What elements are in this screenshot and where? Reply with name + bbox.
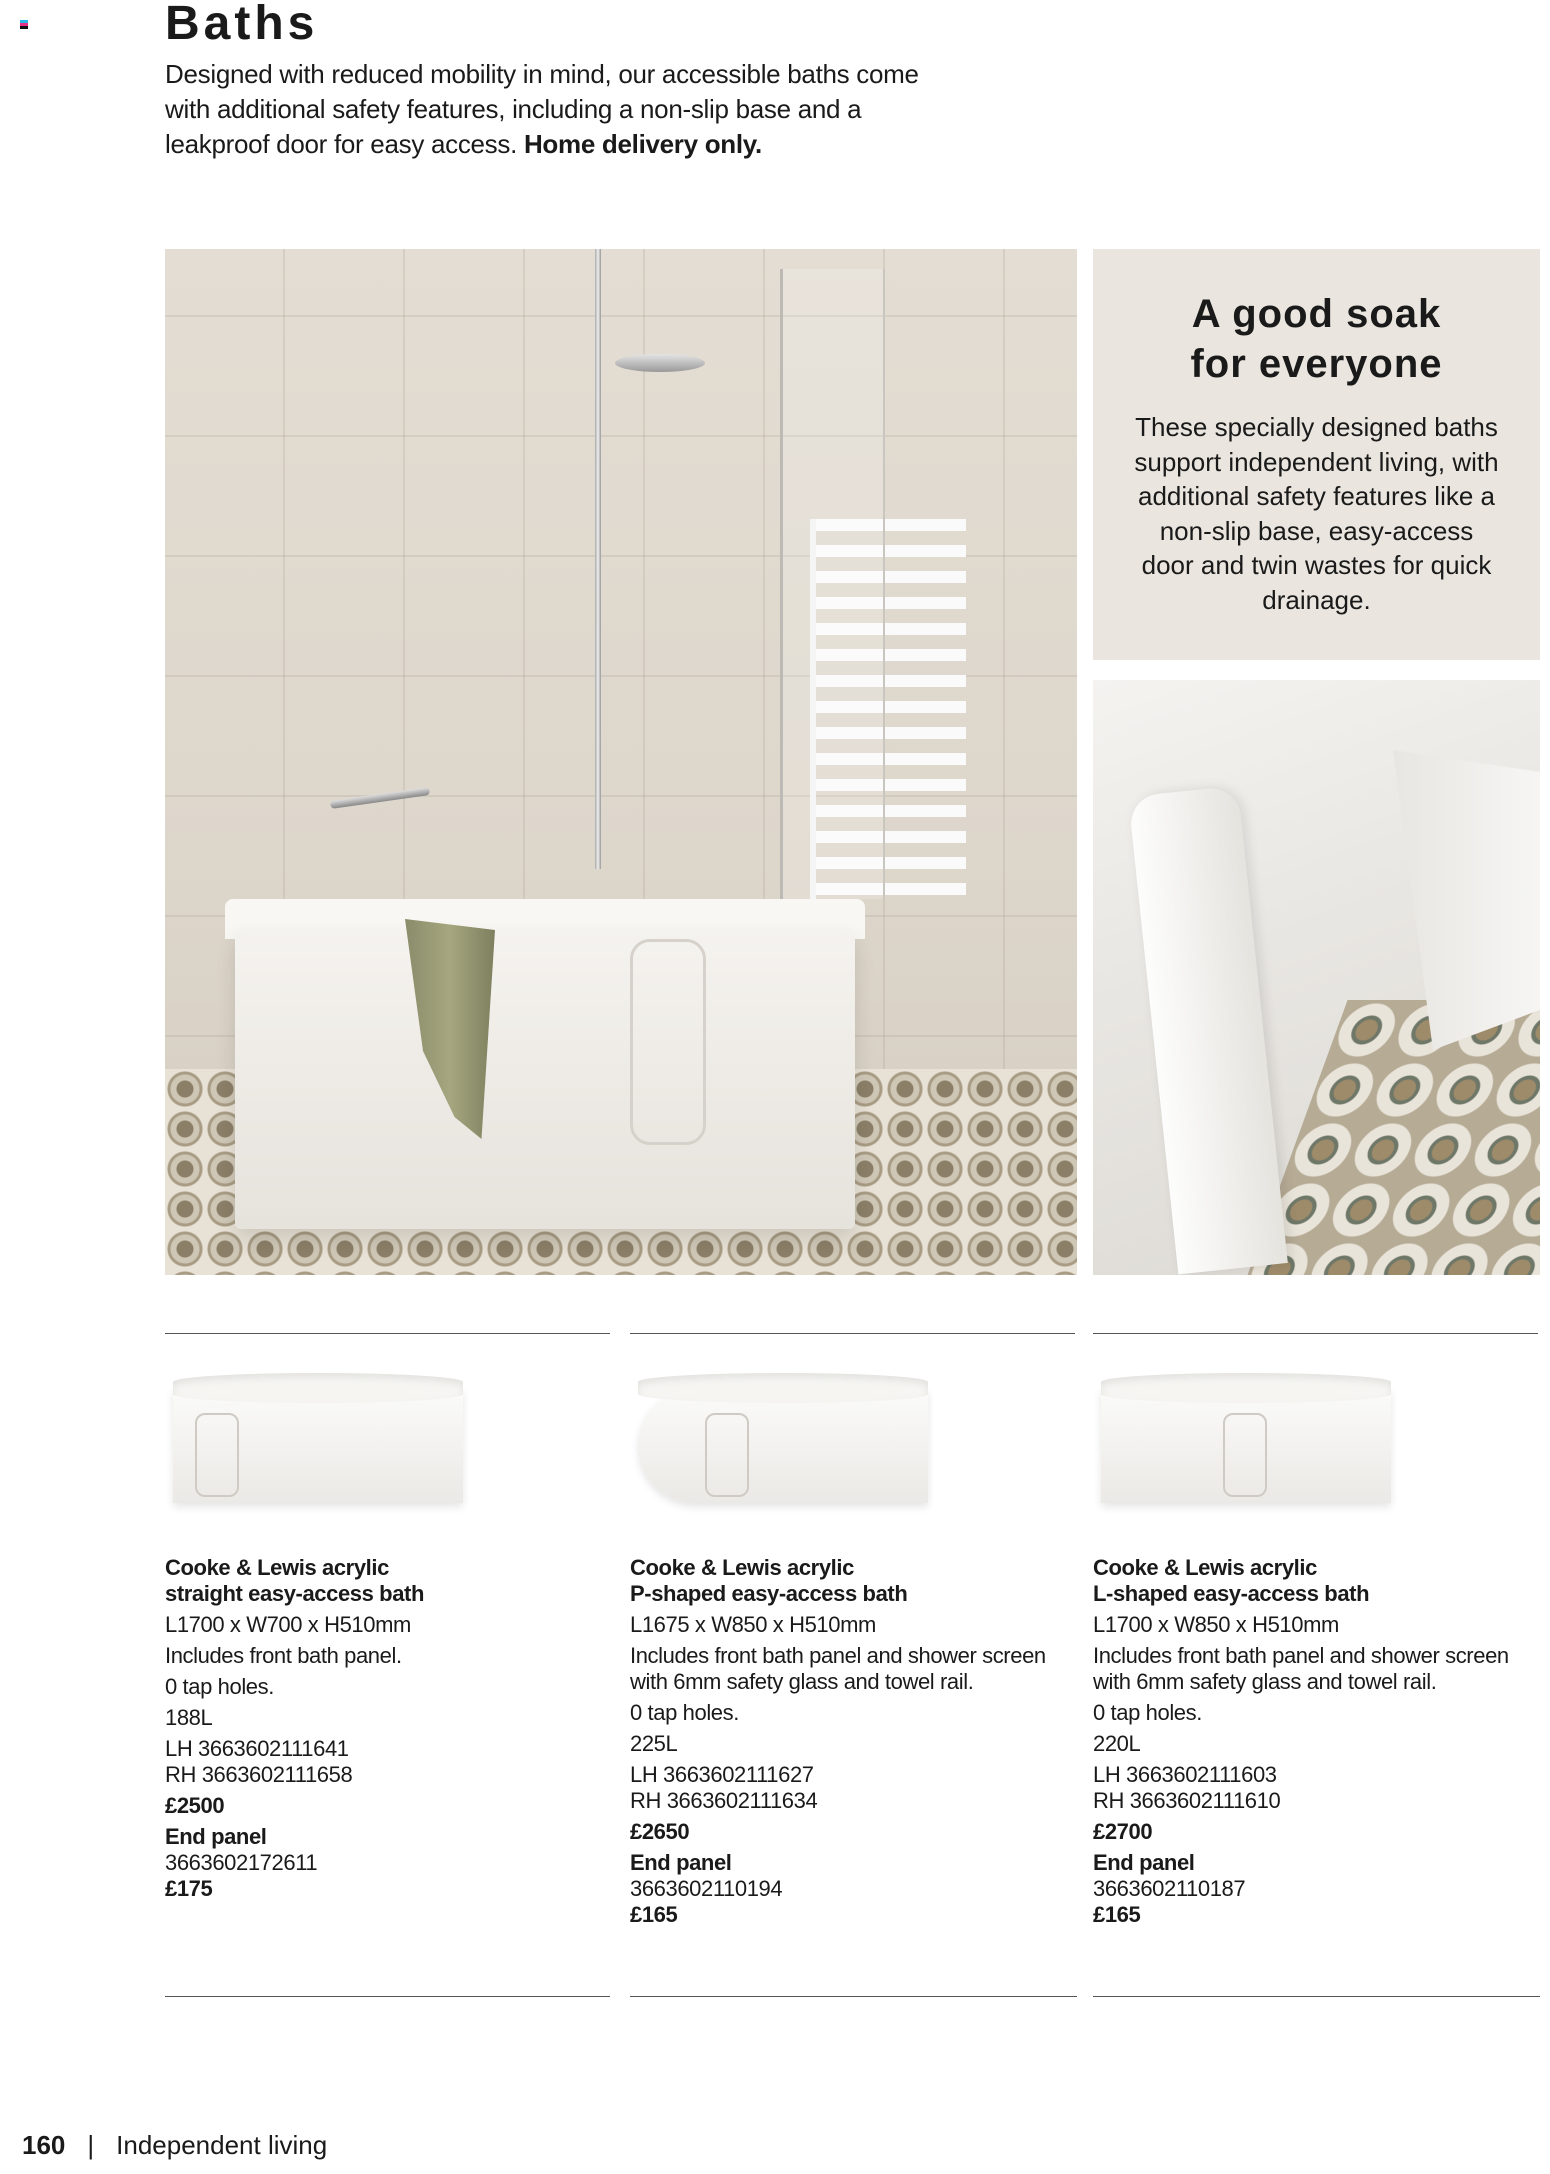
tub-door xyxy=(195,1413,239,1497)
product-price: £2500 xyxy=(165,1793,225,1818)
product-codes xyxy=(165,1736,610,1788)
end-panel-label: End panel xyxy=(165,1824,267,1849)
divider xyxy=(165,1333,610,1334)
end-panel xyxy=(1093,1850,1538,1928)
divider xyxy=(630,1333,1075,1334)
product-price: £2700 xyxy=(1093,1819,1153,1844)
end-panel-price: £165 xyxy=(1093,1902,1141,1927)
tub-body xyxy=(638,1388,928,1503)
product-name xyxy=(165,1555,610,1607)
rh-code: RH 3663602111658 xyxy=(165,1762,353,1787)
feature-title-line: A good soak xyxy=(1191,292,1442,336)
bath-door xyxy=(1128,786,1288,1275)
end-panel xyxy=(165,1824,610,1902)
product-name xyxy=(1093,1555,1538,1607)
name-line1: Cooke & Lewis acrylic xyxy=(630,1555,854,1580)
bath xyxy=(235,929,855,1229)
tub-top xyxy=(1101,1373,1391,1403)
feature-title-line: for everyone xyxy=(1190,342,1443,386)
registration-mark xyxy=(20,20,28,29)
end-panel-code: 3663602172611 xyxy=(165,1850,318,1875)
product-codes xyxy=(630,1762,1075,1814)
delivery-note: Home delivery only. xyxy=(523,129,762,159)
bath-door xyxy=(630,939,706,1145)
grab-rail xyxy=(330,787,430,809)
rh-code: RH 3663602111610 xyxy=(1093,1788,1281,1813)
lh-code: LH 3663602111603 xyxy=(1093,1762,1277,1787)
divider xyxy=(165,1996,610,1997)
product-dimensions: L1675 x W850 x H510mm xyxy=(630,1612,876,1637)
end-panel-label: End panel xyxy=(630,1850,732,1875)
product-capacity: 225L xyxy=(630,1731,678,1756)
name-line1: Cooke & Lewis acrylic xyxy=(1093,1555,1317,1580)
product-details xyxy=(630,1555,1075,1928)
name-line2: L-shaped easy-access bath xyxy=(1093,1581,1370,1606)
tub-top xyxy=(638,1373,928,1403)
divider xyxy=(1093,1333,1538,1334)
end-panel-label: End panel xyxy=(1093,1850,1195,1875)
product-price: £2650 xyxy=(630,1819,690,1844)
product-details xyxy=(1093,1555,1538,1928)
bathroom-photo xyxy=(165,249,1077,1275)
end-panel-code: 3663602110187 xyxy=(1093,1876,1246,1901)
shower-screen xyxy=(780,269,885,899)
product-includes: Includes front bath panel and shower screen with 6mm safety glass and towel rail. xyxy=(1093,1643,1509,1694)
feature-text-body: These specially designed baths support independent living, with additional safety features like a non-slip base, easy-access door and twin wastes for quick drainage. xyxy=(1134,412,1499,615)
product-card xyxy=(165,1333,610,1902)
bath-door-detail-photo xyxy=(1093,680,1540,1275)
product-card xyxy=(1093,1333,1538,1928)
lh-code: LH 3663602111627 xyxy=(630,1762,814,1787)
page-title: Baths xyxy=(165,0,319,50)
end-panel-price: £165 xyxy=(630,1902,678,1927)
product-codes xyxy=(1093,1762,1538,1814)
feature-callout xyxy=(1093,249,1540,660)
product-image xyxy=(165,1363,610,1523)
feature-text xyxy=(1093,410,1540,617)
end-panel-code: 3663602110194 xyxy=(630,1876,783,1901)
product-capacity: 220L xyxy=(1093,1731,1141,1756)
product-dimensions: L1700 x W700 x H510mm xyxy=(165,1612,411,1637)
product-details xyxy=(165,1555,610,1902)
tub-door xyxy=(705,1413,749,1497)
divider xyxy=(630,1996,1077,1997)
product-tap-holes: 0 tap holes. xyxy=(165,1674,274,1699)
end-panel xyxy=(630,1850,1075,1928)
product-capacity: 188L xyxy=(165,1705,213,1730)
product-card xyxy=(630,1333,1075,1928)
end-panel-price: £175 xyxy=(165,1876,213,1901)
product-tap-holes: 0 tap holes. xyxy=(630,1700,739,1725)
divider xyxy=(1093,1996,1540,1997)
name-line2: P-shaped easy-access bath xyxy=(630,1581,908,1606)
product-dimensions: L1700 x W850 x H510mm xyxy=(1093,1612,1339,1637)
tub-door xyxy=(1223,1413,1267,1497)
rh-code: RH 3663602111634 xyxy=(630,1788,818,1813)
intro-paragraph xyxy=(165,57,965,162)
tub-top xyxy=(173,1373,463,1403)
feature-title xyxy=(1093,289,1540,389)
footer-separator: | xyxy=(87,2130,95,2160)
product-includes: Includes front bath panel. xyxy=(165,1643,402,1668)
shelf-pole xyxy=(595,249,601,869)
shower-head xyxy=(615,354,705,372)
product-name xyxy=(630,1555,1075,1607)
page-footer xyxy=(22,2130,327,2161)
page-number: 160 xyxy=(22,2130,66,2160)
section-name: Independent living xyxy=(116,2130,328,2160)
name-line2: straight easy-access bath xyxy=(165,1581,425,1606)
intro-text: Designed with reduced mobility in mind, our accessible baths come with additional safety features, including a non-slip base and a leakproof door for easy access. xyxy=(165,59,919,159)
lh-code: LH 3663602111641 xyxy=(165,1736,349,1761)
product-includes: Includes front bath panel and shower screen with 6mm safety glass and towel rail. xyxy=(630,1643,1046,1694)
product-tap-holes: 0 tap holes. xyxy=(1093,1700,1202,1725)
product-image xyxy=(630,1363,1075,1523)
name-line1: Cooke & Lewis acrylic xyxy=(165,1555,389,1580)
product-image xyxy=(1093,1363,1538,1523)
